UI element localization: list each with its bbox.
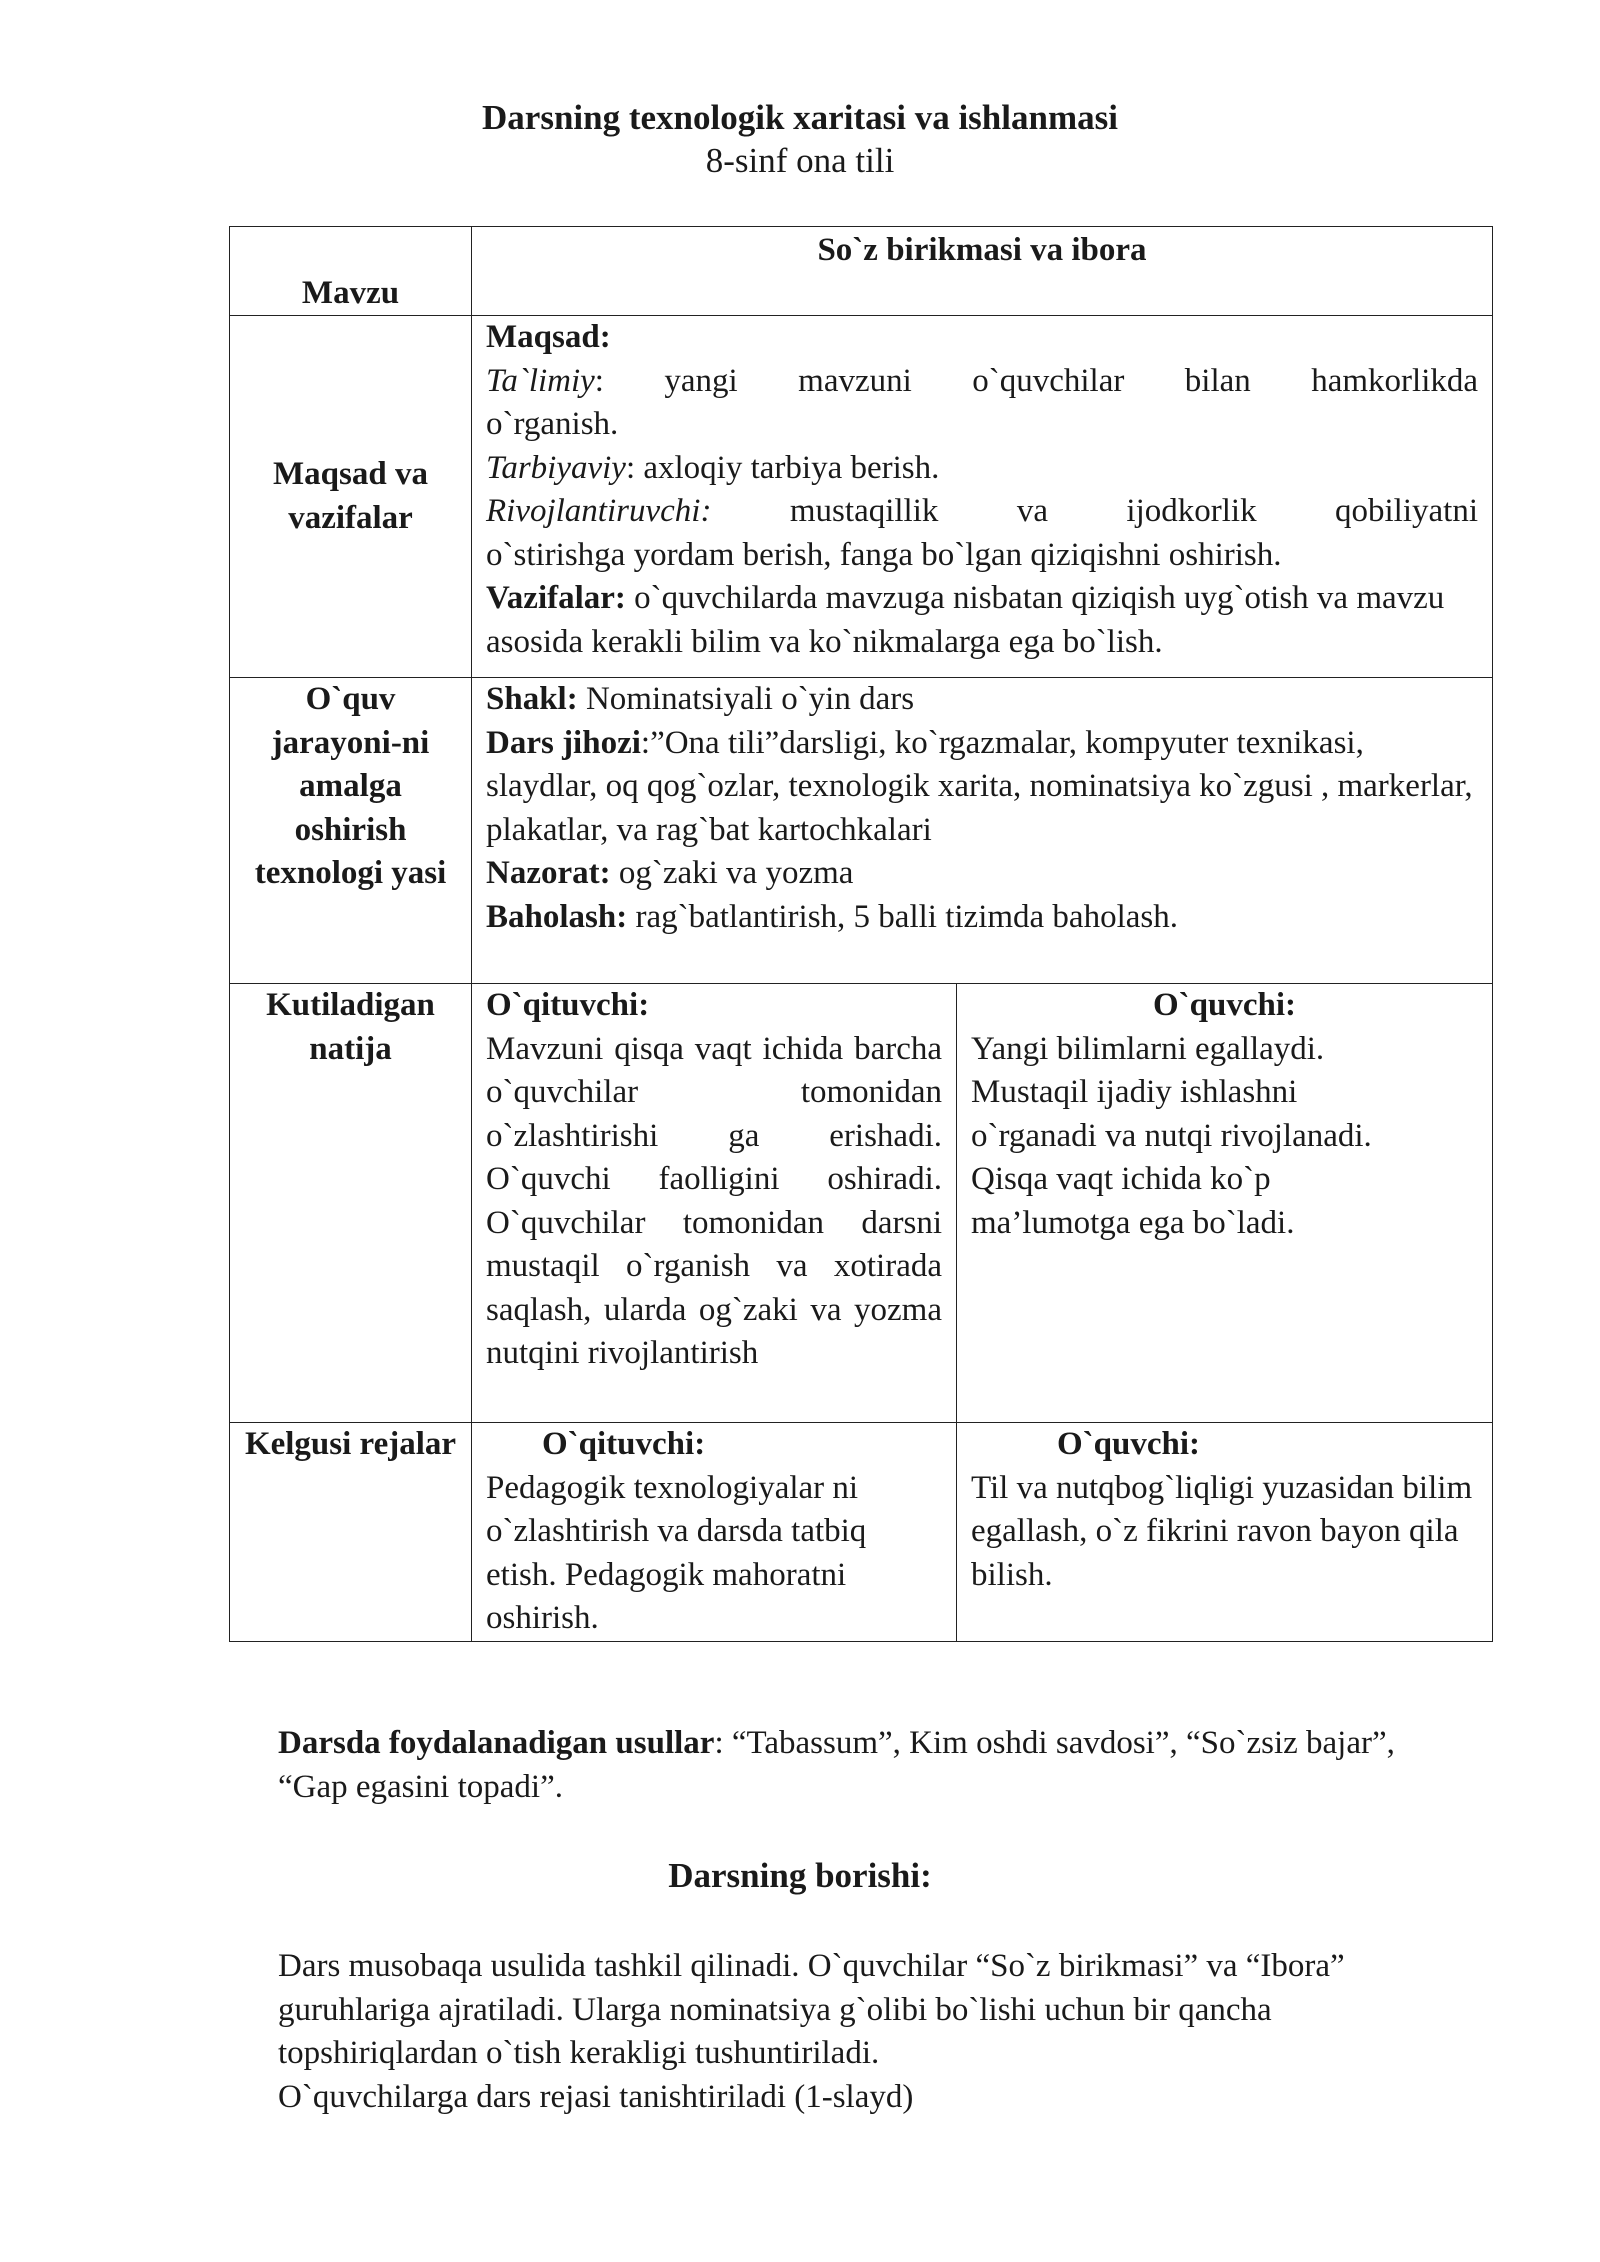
table-row-maqsad: [230, 316, 1493, 678]
document-title: Darsning texnologik xaritasi va ishlanmasi: [482, 98, 1118, 137]
mavzu-label: Mavzu: [301, 274, 400, 311]
natija-label-cell: [230, 984, 472, 1423]
document-subtitle: 8-sinf ona tili: [705, 141, 895, 180]
rivojlantiruvchi-text-2: o`stirishga yordam berish, fanga bo`lgan qiziqishni oshirish.: [486, 536, 1282, 573]
baholash-text: rag`batlantirish, 5 balli tizimda baholash.: [627, 898, 1178, 935]
borishi-heading: Darsning borishi:: [668, 1856, 932, 1895]
lesson-plan-table: [229, 226, 1493, 1642]
shakl-label: Shakl:: [486, 681, 578, 717]
natija-student-line: o`rganadi va nutqi rivojlanadi.: [971, 1117, 1372, 1154]
methods-label: Darsda foydalanadigan usullar: [278, 1725, 715, 1761]
maqsad-content-cell: [472, 316, 1493, 678]
intro-section: [278, 1945, 1468, 2119]
mavzu-value-cell: [472, 227, 1493, 316]
natija-student-heading: O`quvchi:: [1152, 987, 1297, 1023]
rejalar-teacher-cell: [472, 1423, 957, 1642]
natija-student-cell: [957, 984, 1493, 1423]
nazorat-line: [486, 852, 1478, 896]
talimiy-text-1: : yangi mavzuni o`quvchilar bilan hamkorlikda: [594, 362, 1479, 399]
tarbiyaviy-label: Tarbiyaviy: [486, 449, 626, 486]
methods-text: : “Tabassum”, Kim oshdi savdosi”, “So`zsiz bajar”, “Gap egasini topadi”.: [278, 1725, 1395, 1805]
table-row-mavzu: [230, 227, 1493, 316]
natija-teacher-cell: [472, 984, 957, 1423]
talimiy-label: Ta`limiy: [486, 362, 595, 399]
natija-student-line: ma’lumotga ega bo`ladi.: [971, 1204, 1295, 1241]
vazifalar-text: o`quvchilarda mavzuga nisbatan qiziqish uyg`otish va mavzu asosida kerakli bilim va ko`nikmalarga ega bo`lish.: [486, 580, 1445, 660]
rivojlantiruvchi-text-1: mustaqillik va ijodkorlik qobiliyatni: [711, 493, 1479, 529]
rejalar-teacher-text: Pedagogik texnologiyalar ni o`zlashtirish va darsda tatbiq etish. Pedagogik mahoratni oshirish.: [486, 1469, 867, 1636]
talimiy-text-2: o`rganish.: [486, 406, 619, 442]
maqsad-label: Maqsad va vazifalar: [273, 456, 428, 536]
vazifalar-label: Vazifalar:: [486, 580, 626, 616]
baholash-line: [486, 896, 1478, 940]
natija-student-line: Qisqa vaqt ichida ko`p: [971, 1161, 1271, 1197]
table-row-rejalar: [230, 1423, 1493, 1642]
intro-paragraph: Dars musobaqa usulida tashkil qilinadi. O`quvchilar “So`z birikmasi” va “Ibora” guruhlariga ajratiladi. Ularga nominatsiya g`olibi bo`lishi uchun bir qancha topshiriqlardan o`tish kerakligi tushuntiriladi.: [278, 1948, 1345, 2071]
maqsad-heading: Maqsad:: [486, 319, 611, 355]
rejalar-teacher-heading: O`qituvchi:: [542, 1426, 706, 1462]
rejalar-label: Kelgusi rejalar: [244, 1426, 457, 1462]
rejalar-student-text: Til va nutqbog`liqligi yuzasidan bilim egallash, o`z fikrini ravon bayon qila bilish.: [971, 1469, 1473, 1593]
texnologiya-content-cell: [472, 678, 1493, 984]
shakl-text: Nominatsiyali o`yin dars: [577, 681, 915, 717]
tarbiyaviy-text: : axloqiy tarbiya berish.: [625, 449, 940, 486]
shakl-line: [486, 678, 1478, 722]
natija-student-line: Mustaqil ijadiy ishlashni: [971, 1074, 1298, 1110]
table-row-natija: [230, 984, 1493, 1423]
baholash-label: Baholash:: [486, 898, 628, 935]
maqsad-label-cell: [230, 316, 472, 678]
rivojlantiruvchi-label: Rivojlantiruvchi:: [486, 493, 712, 529]
natija-teacher-heading: O`qituvchi:: [486, 987, 650, 1023]
intro-last-line: O`quvchilarga dars rejasi tanishtiriladi (1-slayd): [278, 2078, 914, 2115]
mavzu-label-cell: [230, 227, 472, 316]
talimiy-line: [486, 360, 1478, 404]
jihoz-text: :”Ona tili”darsligi, ko`rgazmalar, kompyuter texnikasi, slaydlar, oq qog`ozlar, texnologik xarita, nominatsiya ko`zgusi , markerlar, plakatlar, va rag`bat kartochkalari: [486, 724, 1473, 848]
rejalar-student-cell: [957, 1423, 1493, 1642]
natija-teacher-text: Mavzuni qisqa vaqt ichida barcha o`quvchilar tomonidan o`zlashtirishi ga erishadi. O`quvchi faolligini oshiradi. O`quvchilar tomonidan darsni mustaqil o`rganish va xotirada saqlash, ularda og`zaki va yozma nutqini rivojlantirish: [486, 1030, 942, 1371]
methods-paragraph: [278, 1722, 1468, 1809]
texnologiya-label-cell: [230, 678, 472, 984]
nazorat-label: Nazorat:: [486, 855, 611, 891]
mavzu-value: So`z birikmasi va ibora: [817, 232, 1147, 268]
table-row-texnologiya: [230, 678, 1493, 984]
rejalar-student-heading: O`quvchi:: [1057, 1426, 1201, 1462]
jihoz-label: Dars jihozi: [486, 724, 641, 761]
nazorat-text: og`zaki va yozma: [610, 855, 854, 891]
rivojlantiruvchi-line: [486, 490, 1478, 534]
natija-label: Kutiladigan natija: [266, 987, 435, 1067]
jihoz-paragraph: [486, 722, 1478, 853]
natija-student-line: Yangi bilimlarni egallaydi.: [971, 1030, 1325, 1067]
vazifalar-paragraph: [486, 577, 1478, 664]
tarbiyaviy-line: [486, 447, 1478, 491]
rejalar-label-cell: [230, 1423, 472, 1642]
texnologiya-label: O`quv jarayoni-ni amalga oshirish texnologi yasi: [254, 681, 447, 891]
